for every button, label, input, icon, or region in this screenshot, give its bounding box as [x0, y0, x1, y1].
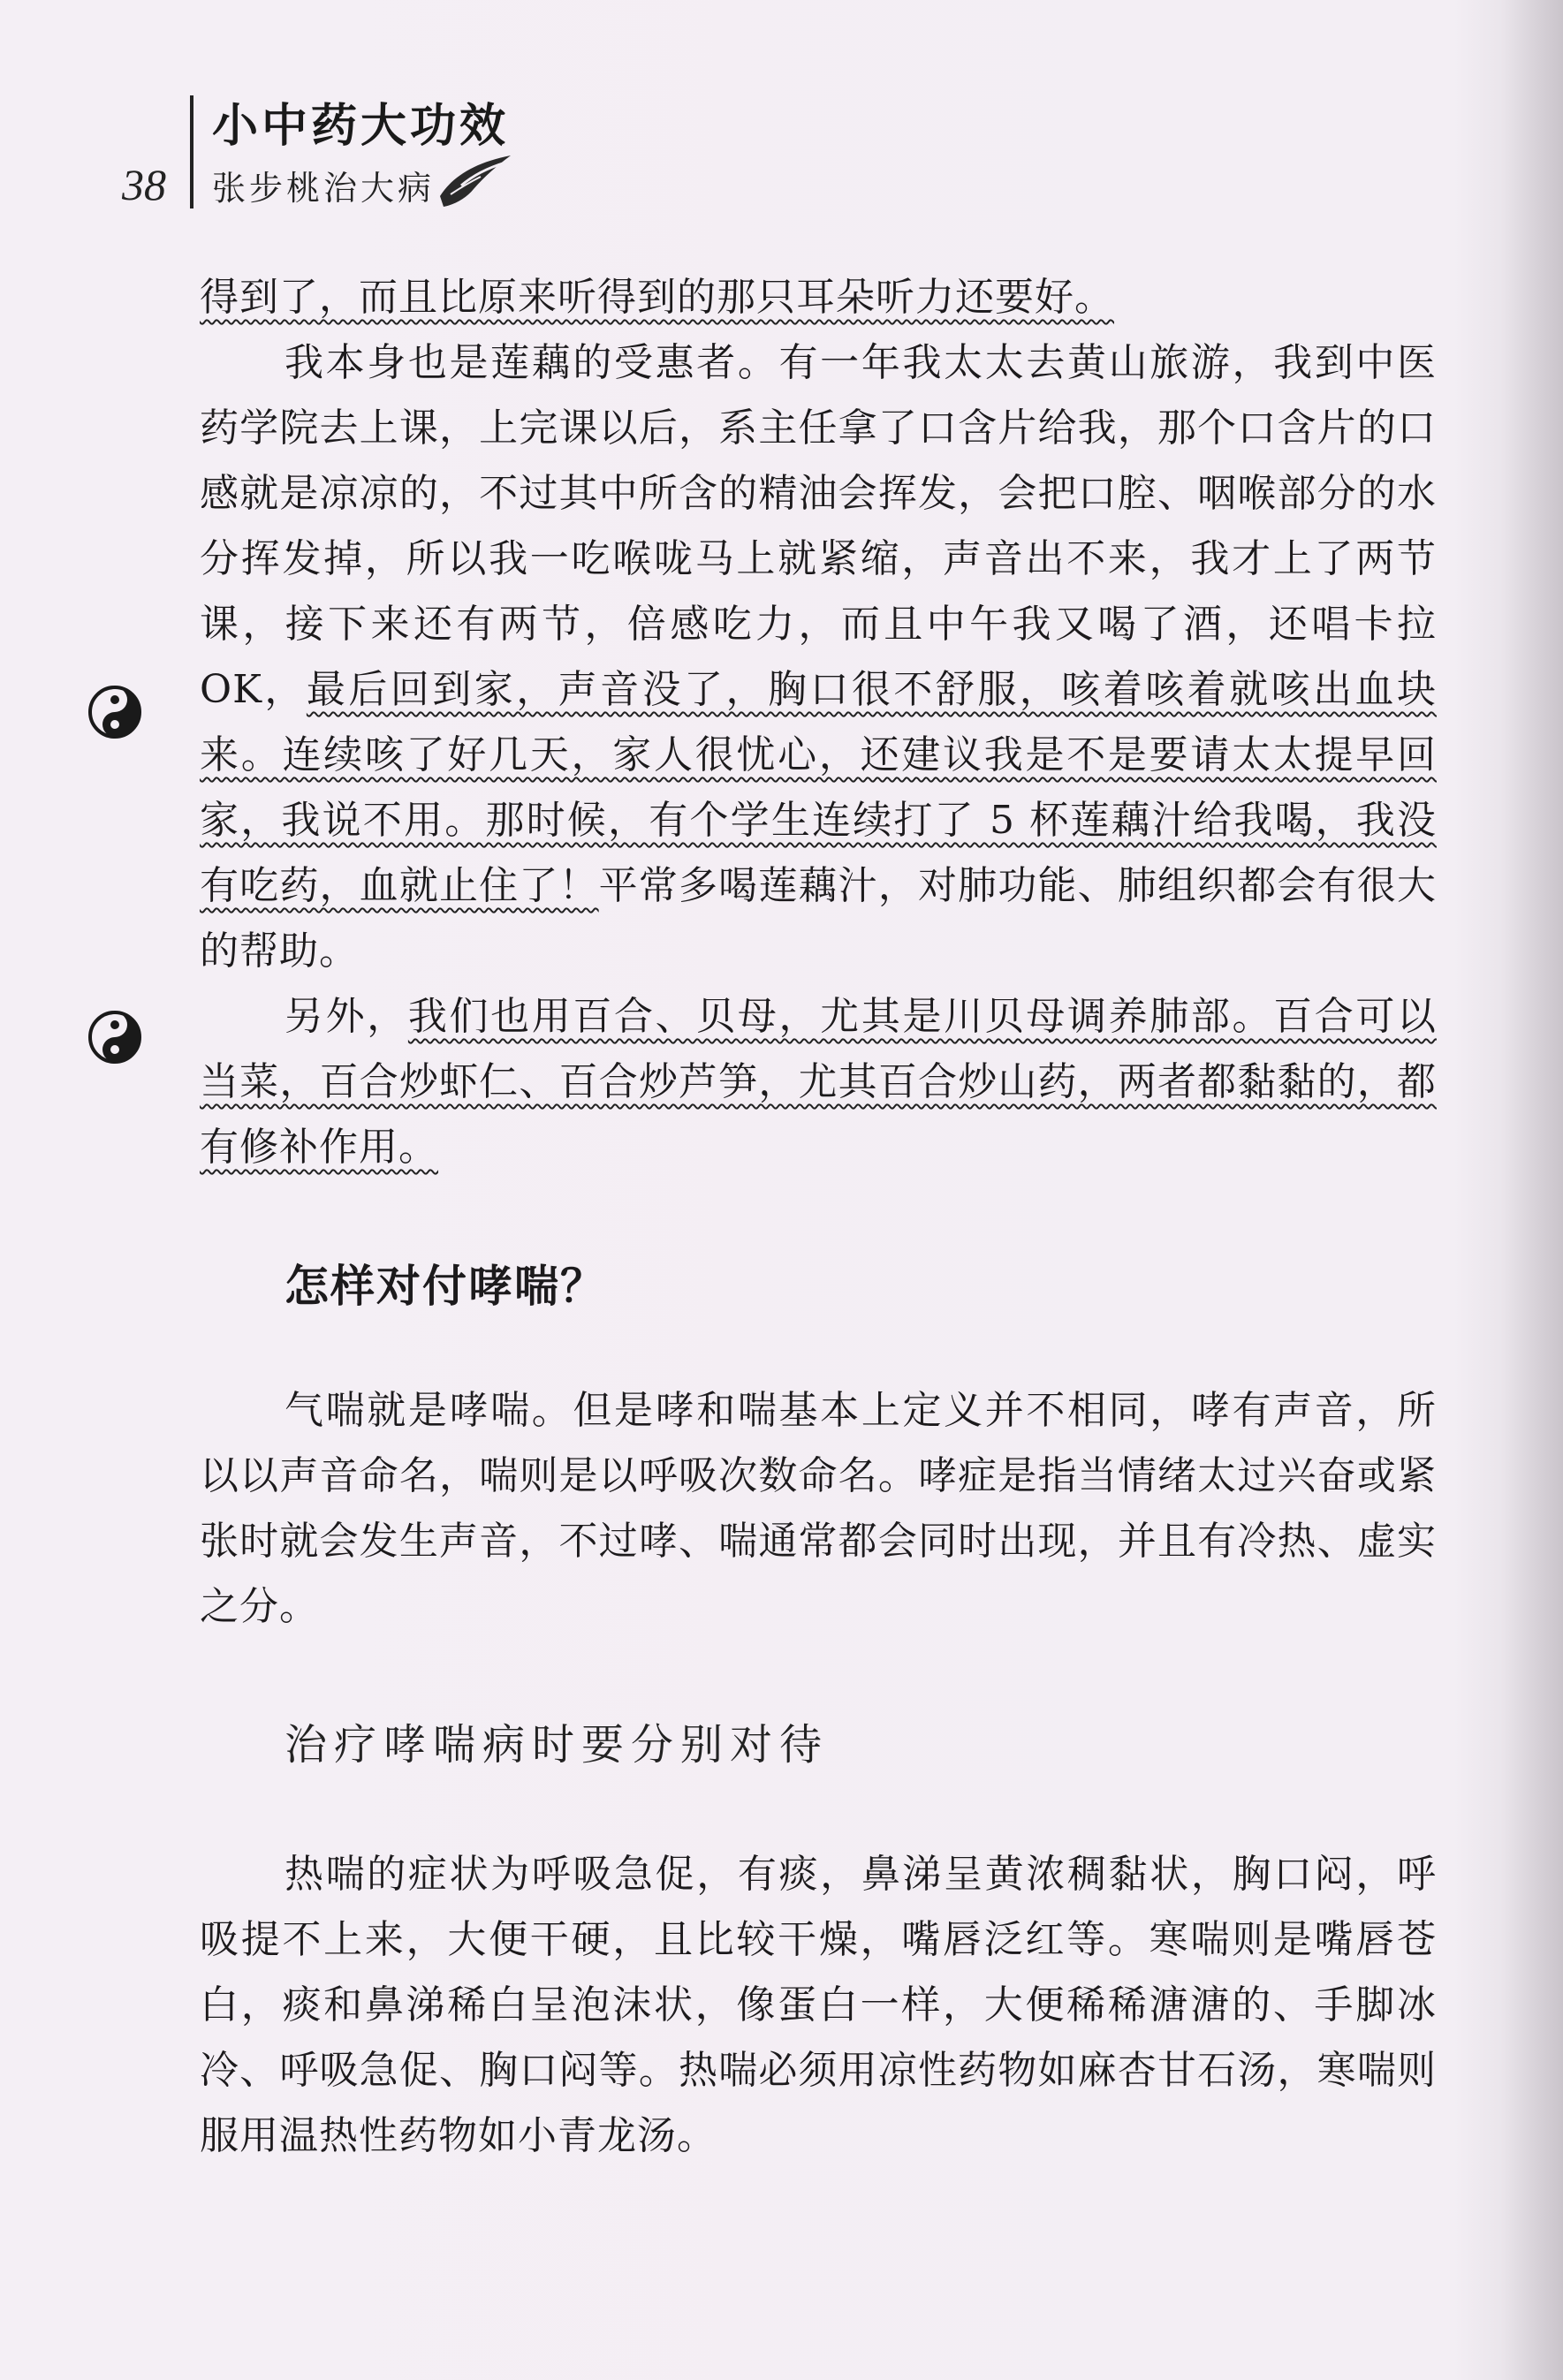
yin-yang-icon: [87, 684, 143, 740]
section-title: 怎样对付哮喘？: [285, 1261, 606, 1312]
paragraph-text: 另外，: [285, 994, 408, 1039]
paragraph-text: 平常多喝莲藕汁，对肺功能、肺组织都会有很大的帮助。: [200, 863, 1438, 974]
highlighted-text: 得到了，而且比原来听得到的那只耳朵听力还要好。: [200, 275, 1114, 320]
section-intro: 气喘就是哮喘。但是哮和喘基本上定义并不相同，哮有声音，所以以声音命名，喘则是以呼吸次数命名。哮症是指当情绪太过兴奋或紧张时就会发生声音，不过哮、喘通常都会同时出现，并且有冷热、虚实之分。: [200, 1388, 1437, 1629]
brush-stroke-icon: [435, 150, 516, 212]
book-title: 小中药大功效: [212, 100, 510, 153]
page-number: 38: [122, 160, 166, 209]
page-edge-shadow: [1501, 0, 1563, 2380]
header-divider: [190, 95, 193, 208]
subsection-title: 治疗哮喘病时要分别对待: [285, 1720, 830, 1770]
paragraph-text: 我本身也是莲藕的受惠者。有一年我太太去黄山旅游，我到中医药学院去上课，上完课以后，系主任拿了口含片给我，那个口含片的口感就是凉凉的，不过其中所含的精油会挥发，会把口腔、咽喉部分的水分挥发掉，所以我一吃喉咙马上就紧缩，声音出不来，我才上了两节课，接下来还有两节，倍感吃力，而且中午我又喝了酒，还唱卡拉 OK，: [200, 340, 1437, 712]
paragraph-continuation: [200, 265, 1437, 330]
highlighted-text: 我们也用百合、贝母，尤其是川贝母调养肺部。百合可以当菜，百合炒虾仁、百合炒芦笋，尤其百合炒山药，两者都黏黏的，都有修补作用。: [200, 994, 1437, 1170]
book-subtitle: 张步桃治大病: [212, 169, 436, 208]
section-body: 热喘的症状为呼吸急促，有痰，鼻涕呈黄浓稠黏状，胸口闷，呼吸提不上来，大便干硬，且比较干燥，嘴唇泛红等。寒喘则是嘴唇苍白，痰和鼻涕稀白呈泡沫状，像蛋白一样，大便稀稀溏溏的、手脚冰冷、呼吸急促、胸口闷等。热喘必须用凉性药物如麻杏甘石汤，寒喘则服用温热性药物如小青龙汤。: [200, 1852, 1437, 2158]
page-content: [200, 265, 1437, 2169]
paragraph-lily: [200, 984, 1437, 1180]
highlighted-text: 最后回到家，声音没了，胸口很不舒服，咳着咳着就咳出血块来。连续咳了好几天，家人很忧心，还建议我是不是要请太太提早回家，我说不用。那时候，有个学生连续打了 5 杯莲藕汁给我喝，我没有吃药，血就止住了！: [200, 667, 1438, 908]
yin-yang-icon: [87, 1009, 143, 1065]
paragraph-lotus-root: [200, 330, 1437, 984]
